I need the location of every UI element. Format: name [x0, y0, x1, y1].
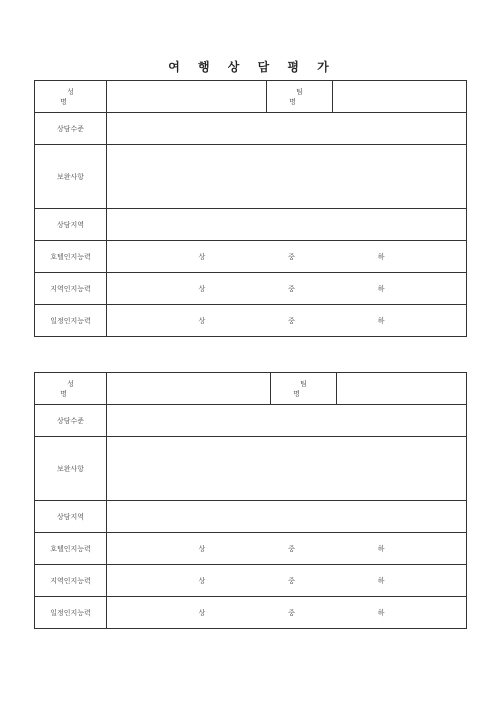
level-row	[35, 113, 467, 145]
grade-high[interactable]: 상	[198, 252, 206, 261]
hotel-label: 호텔인지능력	[35, 241, 107, 273]
schedule-row	[35, 305, 467, 337]
grade-mid[interactable]: 중	[288, 608, 295, 617]
hotel-row	[35, 533, 467, 565]
area-row	[35, 273, 467, 305]
improvement-label: 보완사항	[35, 145, 107, 209]
schedule-rating[interactable]	[107, 597, 467, 629]
grade-mid[interactable]: 중	[288, 544, 295, 553]
schedule-row	[35, 597, 467, 629]
schedule-label: 일정인지능력	[35, 597, 107, 629]
hotel-rating[interactable]	[107, 241, 467, 273]
schedule-rating[interactable]	[107, 305, 467, 337]
improvement-field[interactable]	[107, 145, 467, 209]
name-field[interactable]	[107, 81, 267, 113]
grade-mid[interactable]: 중	[288, 284, 295, 293]
grade-low[interactable]: 하	[377, 284, 385, 293]
hotel-rating[interactable]	[107, 533, 467, 565]
area-label: 지역인지능력	[35, 273, 107, 305]
level-row	[35, 405, 467, 437]
evaluation-form	[34, 372, 467, 629]
grade-high[interactable]: 상	[198, 576, 206, 585]
improvement-label: 보완사항	[35, 437, 107, 501]
region-label: 상담지역	[35, 209, 107, 241]
area-rating[interactable]	[107, 565, 467, 597]
name-row	[35, 81, 467, 113]
level-label: 상담수준	[35, 405, 107, 437]
grade-high[interactable]: 상	[198, 316, 206, 325]
improvement-row	[35, 437, 467, 501]
area-label: 지역인지능력	[35, 565, 107, 597]
name-label: 성 명	[35, 81, 107, 113]
schedule-label: 일정인지능력	[35, 305, 107, 337]
region-field[interactable]	[107, 209, 467, 241]
grade-low[interactable]: 하	[377, 544, 385, 553]
region-row	[35, 209, 467, 241]
improvement-field[interactable]	[107, 437, 467, 501]
level-field[interactable]	[107, 113, 467, 145]
region-field[interactable]	[107, 501, 467, 533]
grade-high[interactable]: 상	[198, 544, 206, 553]
grade-mid[interactable]: 중	[288, 252, 295, 261]
grade-high[interactable]: 상	[198, 608, 206, 617]
level-label: 상담수준	[35, 113, 107, 145]
team-field[interactable]	[337, 373, 467, 405]
grade-high[interactable]: 상	[198, 284, 206, 293]
grade-mid[interactable]: 중	[288, 576, 295, 585]
team-field[interactable]	[333, 81, 467, 113]
name-row	[35, 373, 467, 405]
page-title: 여 행 상 담 평 가	[168, 60, 336, 74]
region-row	[35, 501, 467, 533]
level-field[interactable]	[107, 405, 467, 437]
hotel-label: 호텔인지능력	[35, 533, 107, 565]
grade-low[interactable]: 하	[377, 576, 385, 585]
grade-low[interactable]: 하	[377, 608, 385, 617]
area-row	[35, 565, 467, 597]
improvement-row	[35, 145, 467, 209]
name-label: 성 명	[35, 373, 107, 405]
grade-mid[interactable]: 중	[288, 316, 295, 325]
grade-low[interactable]: 하	[377, 252, 385, 261]
evaluation-form	[34, 80, 467, 337]
hotel-row	[35, 241, 467, 273]
grade-low[interactable]: 하	[377, 316, 385, 325]
area-rating[interactable]	[107, 273, 467, 305]
region-label: 상담지역	[35, 501, 107, 533]
name-field[interactable]	[107, 373, 271, 405]
team-label: 팀 명	[271, 373, 337, 405]
team-label: 팀 명	[267, 81, 333, 113]
